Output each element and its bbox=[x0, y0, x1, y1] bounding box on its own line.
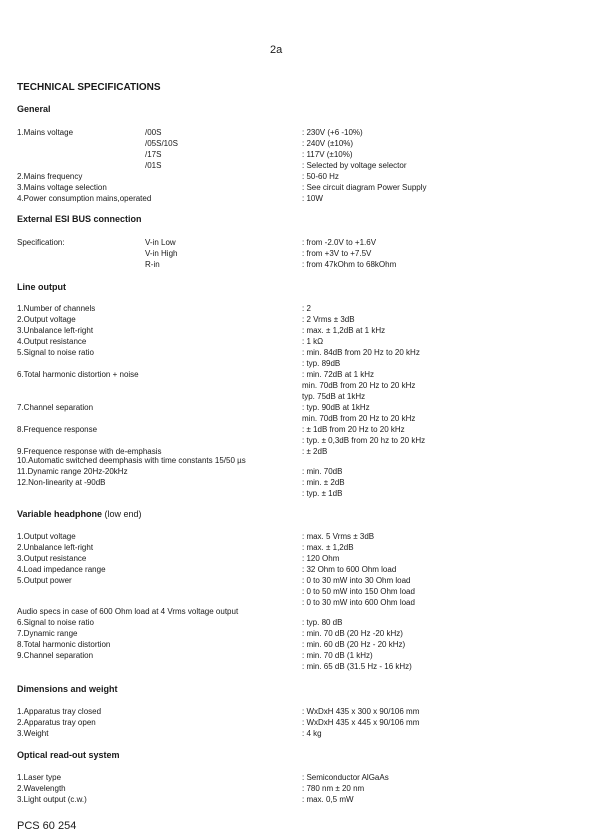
spec-row bbox=[0, 706, 590, 717]
spec-row bbox=[0, 794, 590, 805]
spec-row bbox=[0, 138, 590, 149]
spec-row bbox=[0, 650, 590, 661]
spec-row bbox=[0, 628, 590, 639]
spec-value: : 32 Ohm to 600 Ohm load bbox=[302, 565, 397, 574]
section-heading bbox=[17, 684, 118, 694]
spec-variant: R-in bbox=[145, 260, 160, 269]
section-heading-suffix: (low end) bbox=[102, 509, 142, 519]
spec-row bbox=[0, 564, 590, 575]
section-heading-text: Dimensions and weight bbox=[17, 684, 118, 694]
spec-label: 4.Output resistance bbox=[17, 337, 87, 346]
spec-value: typ. 75dB at 1kHz bbox=[302, 392, 366, 401]
spec-label: 2.Mains frequency bbox=[17, 172, 83, 181]
spec-row bbox=[0, 336, 590, 347]
spec-value: : min. 65 dB (31.5 Hz - 16 kHz) bbox=[302, 662, 412, 671]
spec-label: 1.Laser type bbox=[17, 773, 62, 782]
spec-label: 6.Signal to noise ratio bbox=[17, 618, 94, 627]
spec-row bbox=[0, 160, 590, 171]
spec-label: 1.Mains voltage bbox=[17, 128, 74, 137]
spec-label: 2.Wavelength bbox=[17, 784, 66, 793]
spec-row bbox=[0, 639, 590, 650]
spec-value: min. 70dB from 20 Hz to 20 kHz bbox=[302, 381, 416, 390]
spec-value: : from +3V to +7.5V bbox=[302, 249, 372, 258]
spec-value: : typ. 80 dB bbox=[302, 618, 343, 627]
section-heading bbox=[17, 214, 142, 224]
spec-label: 1.Apparatus tray closed bbox=[17, 707, 102, 716]
spec-row bbox=[0, 728, 590, 739]
spec-value: : WxDxH 435 x 445 x 90/106 mm bbox=[302, 718, 420, 727]
spec-value: : Semiconductor AlGaAs bbox=[302, 773, 389, 782]
spec-row bbox=[0, 772, 590, 783]
spec-row bbox=[0, 314, 590, 325]
spec-value: : typ. 89dB bbox=[302, 359, 341, 368]
spec-row bbox=[0, 391, 590, 402]
spec-value: : 10W bbox=[302, 194, 323, 203]
spec-row bbox=[0, 477, 590, 488]
spec-label: Audio specs in case of 600 Ohm load at 4 Vrms voltage output bbox=[17, 607, 239, 616]
spec-row bbox=[0, 149, 590, 160]
spec-label: 7.Channel separation bbox=[17, 403, 94, 412]
spec-value: : from -2.0V to +1.6V bbox=[302, 238, 377, 247]
spec-row bbox=[0, 661, 590, 672]
spec-value: : 230V (+6 -10%) bbox=[302, 128, 363, 137]
spec-label: Specification: bbox=[17, 238, 65, 247]
spec-label: 8.Total harmonic distortion bbox=[17, 640, 111, 649]
spec-label: 3.Output resistance bbox=[17, 554, 87, 563]
spec-row bbox=[0, 717, 590, 728]
section-heading-text: Variable headphone bbox=[17, 509, 103, 519]
spec-value: : min. 84dB from 20 Hz to 20 kHz bbox=[302, 348, 420, 357]
spec-row bbox=[0, 369, 590, 380]
spec-value: : WxDxH 435 x 300 x 90/106 mm bbox=[302, 707, 420, 716]
spec-value: : 2 bbox=[302, 304, 311, 313]
spec-label: 3.Unbalance left-right bbox=[17, 326, 94, 335]
spec-variant: /01S bbox=[145, 161, 162, 170]
spec-label: 10.Automatic switched deemphasis with time constants 15/50 µs bbox=[17, 456, 246, 465]
spec-value: : 50-60 Hz bbox=[302, 172, 339, 181]
spec-value: : max. 5 Vrms ± 3dB bbox=[302, 532, 375, 541]
spec-row bbox=[0, 237, 590, 248]
spec-row bbox=[0, 193, 590, 204]
section-heading-text: External ESI BUS connection bbox=[17, 214, 142, 224]
spec-row bbox=[0, 127, 590, 138]
spec-value: : typ. 90dB at 1kHz bbox=[302, 403, 370, 412]
spec-label: 5.Output power bbox=[17, 576, 72, 585]
spec-value: : 4 kg bbox=[302, 729, 322, 738]
spec-value: : ± 2dB bbox=[302, 447, 328, 456]
page-number: 2a bbox=[270, 44, 283, 56]
spec-row bbox=[0, 783, 590, 794]
spec-label: 12.Non-linearity at -90dB bbox=[17, 478, 106, 487]
section-heading bbox=[17, 750, 120, 760]
spec-variant: /00S bbox=[145, 128, 162, 137]
spec-row bbox=[0, 542, 590, 553]
spec-row bbox=[0, 617, 590, 628]
spec-row bbox=[0, 182, 590, 193]
spec-row bbox=[0, 575, 590, 586]
spec-value: : typ. ± 0,3dB from 20 hz to 20 kHz bbox=[302, 436, 426, 445]
section-heading bbox=[17, 509, 142, 519]
spec-row bbox=[0, 358, 590, 369]
spec-value: : max. ± 1,2dB bbox=[302, 543, 354, 552]
spec-label: 2.Apparatus tray open bbox=[17, 718, 96, 727]
spec-value: : 240V (±10%) bbox=[302, 139, 354, 148]
spec-value: : min. 72dB at 1 kHz bbox=[302, 370, 375, 379]
spec-value: : min. 60 dB (20 Hz - 20 kHz) bbox=[302, 640, 406, 649]
spec-variant: V-in Low bbox=[145, 238, 176, 247]
spec-label: 1.Number of channels bbox=[17, 304, 96, 313]
spec-label: 3.Mains voltage selection bbox=[17, 183, 107, 192]
spec-label: 8.Frequence response bbox=[17, 425, 98, 434]
spec-value: : from 47kOhm to 68kOhm bbox=[302, 260, 397, 269]
spec-value: : max. ± 1,2dB at 1 kHz bbox=[302, 326, 386, 335]
spec-value: : 780 nm ± 20 nm bbox=[302, 784, 365, 793]
spec-value: : min. 70dB bbox=[302, 467, 343, 476]
spec-row bbox=[0, 488, 590, 499]
spec-row bbox=[0, 553, 590, 564]
spec-label: 9.Channel separation bbox=[17, 651, 94, 660]
spec-value: : See circuit diagram Power Supply bbox=[302, 183, 427, 192]
spec-row bbox=[0, 259, 590, 270]
spec-label: 3.Light output (c.w.) bbox=[17, 795, 87, 804]
spec-value: min. 70dB from 20 Hz to 20 kHz bbox=[302, 414, 416, 423]
spec-row bbox=[0, 325, 590, 336]
spec-label: 2.Unbalance left-right bbox=[17, 543, 94, 552]
spec-label: 9.Frequence response with de-emphasis bbox=[17, 447, 162, 456]
spec-value: : max. 0,5 mW bbox=[302, 795, 354, 804]
spec-value: : Selected by voltage selector bbox=[302, 161, 407, 170]
spec-value: : 1 kΩ bbox=[302, 337, 324, 346]
spec-label: 5.Signal to noise ratio bbox=[17, 348, 94, 357]
spec-value: : ± 1dB from 20 Hz to 20 kHz bbox=[302, 425, 405, 434]
spec-value: : min. 70 dB (1 kHz) bbox=[302, 651, 373, 660]
spec-value: : typ. ± 1dB bbox=[302, 489, 343, 498]
spec-row bbox=[0, 531, 590, 542]
spec-value: : 0 to 50 mW into 150 Ohm load bbox=[302, 587, 415, 596]
spec-row bbox=[0, 380, 590, 391]
section-heading bbox=[17, 282, 66, 292]
spec-row bbox=[0, 413, 590, 424]
spec-row bbox=[0, 402, 590, 413]
page-title: TECHNICAL SPECIFICATIONS bbox=[17, 82, 161, 93]
spec-label: 1.Output voltage bbox=[17, 532, 76, 541]
spec-value: : 120 Ohm bbox=[302, 554, 340, 563]
spec-label: 4.Load impedance range bbox=[17, 565, 106, 574]
spec-row bbox=[0, 586, 590, 597]
spec-row bbox=[0, 455, 590, 466]
spec-variant: V-in High bbox=[145, 249, 178, 258]
spec-variant: /17S bbox=[145, 150, 162, 159]
spec-label: 4.Power consumption mains,operated bbox=[17, 194, 152, 203]
spec-value: : 117V (±10%) bbox=[302, 150, 353, 159]
spec-row bbox=[0, 424, 590, 435]
spec-row bbox=[0, 171, 590, 182]
spec-variant: /05S/10S bbox=[145, 139, 178, 148]
spec-label: 2.Output voltage bbox=[17, 315, 76, 324]
spec-row bbox=[0, 303, 590, 314]
spec-label: 7.Dynamic range bbox=[17, 629, 78, 638]
spec-value: : min. ± 2dB bbox=[302, 478, 345, 487]
spec-value: : 2 Vrms ± 3dB bbox=[302, 315, 355, 324]
spec-row bbox=[0, 435, 590, 446]
spec-row bbox=[0, 248, 590, 259]
spec-label: 11.Dynamic range 20Hz-20kHz bbox=[17, 467, 128, 476]
spec-value: : min. 70 dB (20 Hz -20 kHz) bbox=[302, 629, 403, 638]
spec-value: : 0 to 30 mW into 600 Ohm load bbox=[302, 598, 415, 607]
spec-row bbox=[0, 606, 590, 617]
section-heading-text: General bbox=[17, 104, 51, 114]
section-heading bbox=[17, 104, 51, 114]
document-code: PCS 60 254 bbox=[17, 820, 77, 832]
spec-row bbox=[0, 466, 590, 477]
spec-label: 3.Weight bbox=[17, 729, 49, 738]
section-heading-text: Line output bbox=[17, 282, 66, 292]
spec-row bbox=[0, 347, 590, 358]
spec-label: 6.Total harmonic distortion + noise bbox=[17, 370, 139, 379]
spec-value: : 0 to 30 mW into 30 Ohm load bbox=[302, 576, 411, 585]
section-heading-text: Optical read-out system bbox=[17, 750, 120, 760]
